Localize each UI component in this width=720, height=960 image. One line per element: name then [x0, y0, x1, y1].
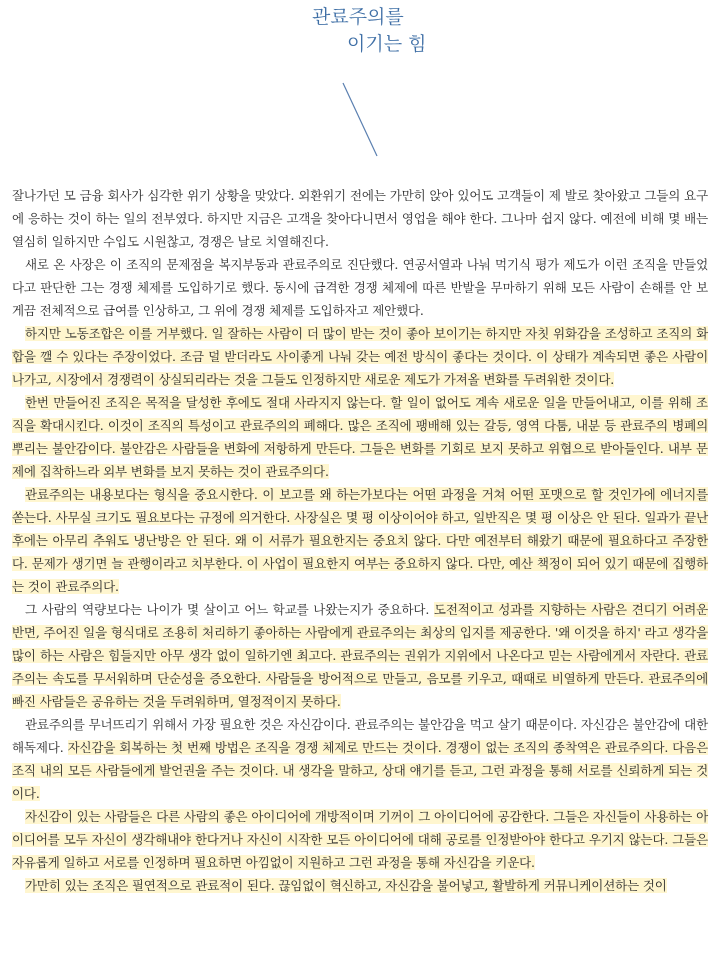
paragraph-6 [12, 598, 708, 713]
paragraph-8 [12, 805, 708, 874]
article-body [12, 184, 708, 897]
highlighted-text: 하지만 노동조합은 이를 거부했다. 일 잘하는 사람이 더 많이 받는 것이 좋아 보이기는 하지만 자칫 위화감을 조성하고 조직의 화합을 깰 수 있다는 주장이었다. 조금 덜 받더라도 사이좋게 나눠 갖는 예전 방식이 좋다는 것이다. 이 상태가 계속되면 좋은 사람이 나가고, 시장에서 경쟁력이 상실되리라는 것을 그들도 인정하지만 새로운 제도가 가져올 변화를 두려워한 것이다. [12, 326, 709, 387]
title-line-1: 관료주의를 [312, 6, 404, 28]
highlighted-text: 자신감을 회복하는 첫 번째 방법은 조직을 경쟁 체제로 만드는 것이다. 경쟁이 없는 조직의 종착역은 관료주의다. 다음은 조직 내의 모든 사람들에게 발언권을 주는 것이다. 내 생각을 말하고, 상대 얘기를 듣고, 그런 과정을 통해 서로를 신뢰하게 되는 것이다. [12, 740, 708, 801]
paragraph-7 [12, 713, 708, 805]
paragraph-text: 그 사람의 역량보다는 나이가 몇 살이고 어느 학교를 나왔는지가 중요하다. [25, 602, 434, 617]
paragraph-2 [12, 253, 708, 322]
highlighted-text: 자신감이 있는 사람들은 다른 사람의 좋은 아이디어에 개방적이며 기꺼이 그 아이디어에 공감한다. 그들은 자신들이 사용하는 아이디어를 모두 자신이 생각해내야 한다거나 자신이 시작한 모든 아이디어에 대해 공로를 인정받아야 한다고 우기지 않는다. 그들은 자유롭게 일하고 서로를 인정하며 필요하면 아낌없이 지원하고 그런 과정을 통해 자신감을 키운다. [12, 809, 708, 870]
paragraph-5 [12, 483, 708, 598]
paragraph-text: 관료주의를 무너뜨리기 위해서 가장 필요한 것은 자신감이다. 관료주의는 불안감을 먹고 살기 때문이다. 자신감은 불안감에 대한 해독제다. [12, 717, 708, 755]
paragraph-3 [12, 322, 708, 391]
decorative-slash-line [0, 0, 720, 170]
highlighted-text: 한번 만들어진 조직은 목적을 달성한 후에도 절대 사라지지 않는다. 할 일이 없어도 계속 새로운 일을 만들어내고, 이를 위해 조직을 확대시킨다. 이것이 조직의 특성이고 관료주의의 폐해다. 많은 조직에 팽배해 있는 갈등, 영역 다툼, 내분 등 관료주의 병폐의 뿌리는 불안감이다. 불안감은 사람들을 변화에 저항하게 만든다. 그들은 변화를 기회로 보지 못하고 위협으로 받아들인다. 내부 문제에 집착하느라 외부 변화를 보지 못하는 것이 관료주의다. [12, 395, 709, 479]
paragraph-text: 새로 온 사장은 이 조직의 문제점을 복지부동과 관료주의로 진단했다. 연공서열과 나눠 먹기식 평가 제도가 이런 조직을 만들었다고 판단한 그는 경쟁 체제를 도입하기로 했다. 동시에 급격한 경쟁 체제에 따른 반발을 무마하기 위해 모든 사람이 손해를 안 보게끔 전체적으로 급여를 인상하고, 그 위에 경쟁 체제를 도입하자고 제안했다. [12, 257, 708, 318]
paragraph-4 [12, 391, 708, 483]
highlighted-text: 도전적이고 성과를 지향하는 사람은 견디기 어려운 반면, 주어진 일을 형식대로 조용히 처리하기 좋아하는 사람에게 관료주의는 최상의 입지를 제공한다. '왜 이것을 하지' 라고 생각을 많이 하는 사람은 힘들지만 아무 생각 없이 일하기엔 최고다. 관료주의는 권위가 지위에서 나온다고 믿는 사람에게서 자란다. 관료주의는 속도를 무서워하며 단순성을 증오한다. 사람들을 방어적으로 만들고, 음모를 키우고, 때때로 비열하게 만든다. 관료주의에 빠진 사람들은 공유하는 것을 두려워하며, 열정적이지 못하다. [12, 602, 708, 709]
paragraph-1 [12, 184, 708, 253]
paragraph-text: 잘나가던 모 금융 회사가 심각한 위기 상황을 맞았다. 외환위기 전에는 가만히 앉아 있어도 고객들이 제 발로 찾아왔고 그들의 요구에 응하는 것이 하는 일의 전부였다. 하지만 지금은 고객을 찾아다니면서 영업을 해야 한다. 그나마 쉽지 않다. 예전에 비해 몇 배는 열심히 일하지만 수입도 시원찮고, 경쟁은 날로 치열해진다. [12, 188, 708, 249]
paragraph-9 [12, 874, 708, 897]
title-line-2: 이기는 힘 [347, 33, 427, 55]
highlighted-text: 관료주의는 내용보다는 형식을 중요시한다. 이 보고를 왜 하는가보다는 어떤 과정을 거쳐 어떤 포맷으로 할 것인가에 에너지를 쏟는다. 사무실 크기도 필요보다는 규정에 의거한다. 사장실은 몇 평 이상이어야 하고, 일반직은 몇 평 이상은 안 된다. 일과가 끝난 후에는 아무리 추워도 냉난방은 안 된다. 왜 이 서류가 필요한지는 중요치 않다. 다만 예전부터 해왔기 때문에 필요하다고 주장한다. 문제가 생기면 늘 관행이라고 치부한다. 이 사업이 필요한지 여부는 중요하지 않다. 다만, 예산 책정이 되어 있기 때문에 집행하는 것이 관료주의다. [12, 487, 708, 594]
highlighted-text: 가만히 있는 조직은 필연적으로 관료적이 된다. 끊임없이 혁신하고, 자신감을 불어넣고, 활발하게 커뮤니케이션하는 것이 [25, 878, 667, 893]
